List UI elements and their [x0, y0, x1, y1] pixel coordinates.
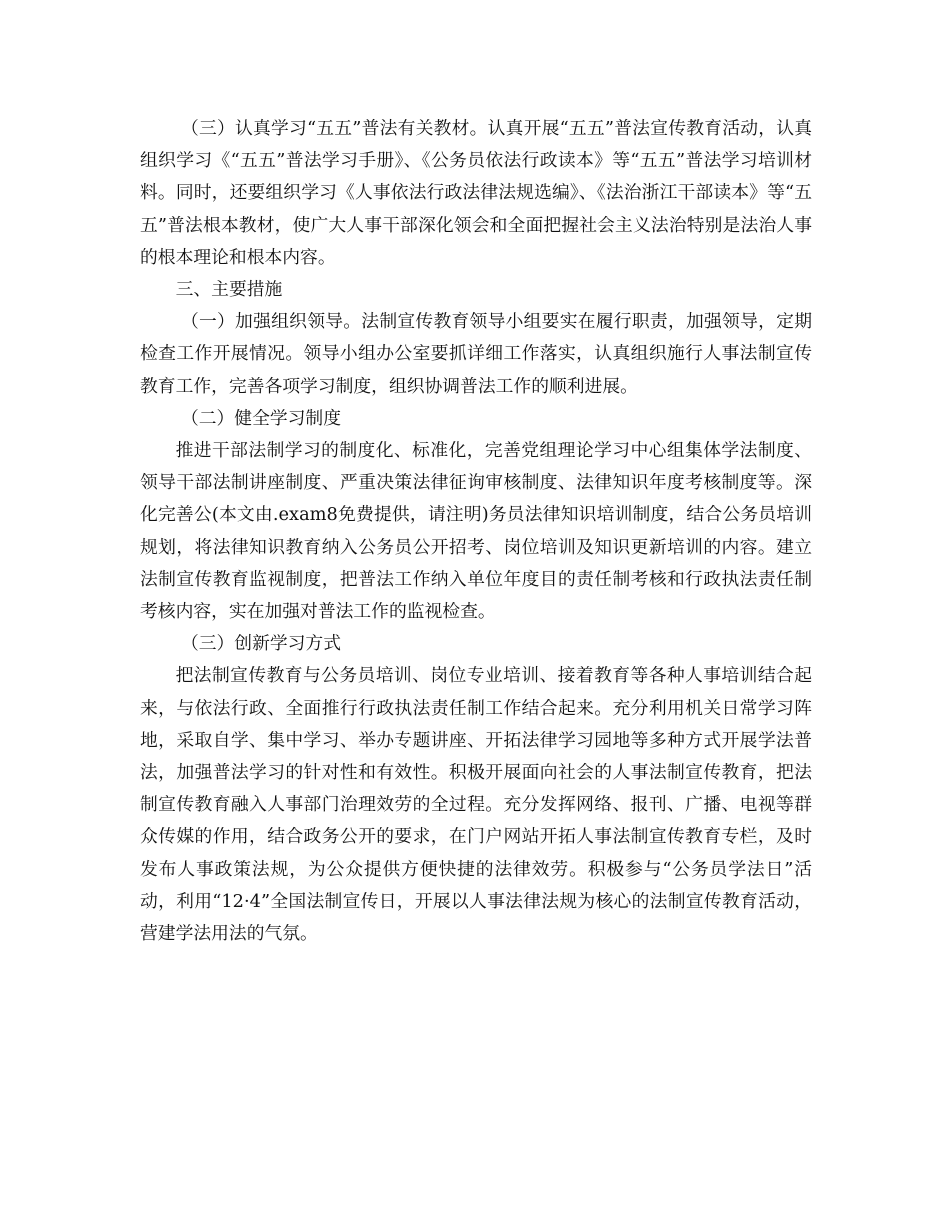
paragraph-study-system: 推进干部法制学习的制度化、标准化，完善党组理论学习中心组集体学法制度、领导干部法制讲座制度、严重决策法律征询审核制度、法律知识年度考核制度等。深化完善公(本文由.exam8免费提供，请注明)务员法律知识培训制度，结合公务员培训规划，将法律知识教育纳入公务员公开招考、岗位培训及知识更新培训的内容。建立法制宣传教育监视制度，把普法工作纳入单位年度目的责任制考核和行政执法责任制考核内容，实在加强对普法工作的监视检查。 [140, 440, 812, 623]
section-heading-main-measures: 三、主要措施 [175, 279, 283, 301]
sub-heading-study-system: （二）健全学习制度 [180, 407, 341, 429]
sub-heading-innovative-methods: （三）创新学习方式 [180, 633, 341, 655]
paragraph-textbook-study: （三）认真学习“五五”普法有关教材。认真开展“五五”普法宣传教育活动，认真组织学习《“五五”普法学习手册》、《公务员依法行政读本》等“五五”普法学习培训材料。同时，还要组织学习《人事依法行政法律法规选编》、《法治浙江干部读本》等“五五”普法根本教材，使广大人事干部深化领会和全面把握社会主义法治特别是法治人事的根本理论和根本内容。 [140, 118, 812, 268]
document-body [140, 113, 812, 950]
paragraph-organization-leadership: （一）加强组织领导。法制宣传教育领导小组要实在履行职责，加强领导，定期检查工作开展情况。领导小组办公室要抓详细工作落实，认真组织施行人事法制宣传教育工作，完善各项学习制度，组织协调普法工作的顺利进展。 [140, 311, 812, 397]
paragraph-innovative-methods: 把法制宣传教育与公务员培训、岗位专业培训、接着教育等各种人事培训结合起来，与依法行政、全面推行行政执法责任制工作结合起来。充分利用机关日常学习阵地，采取自学、集中学习、举办专题讲座、开拓法律学习园地等多种方式开展学法普法，加强普法学习的针对性和有效性。积极开展面向社会的人事法制宣传教育，把法制宣传教育融入人事部门治理效劳的全过程。充分发挥网络、报刊、广播、电视等群众传媒的作用，结合政务公开的要求，在门户网站开拓人事法制宣传教育专栏，及时发布人事政策法规，为公众提供方便快捷的法律效劳。积极参与“公务员学法日”活动，利用“12·4”全国法制宣传日，开展以人事法律法规为核心的法制宣传教育活动，营建学法用法的气氛。 [140, 665, 812, 945]
